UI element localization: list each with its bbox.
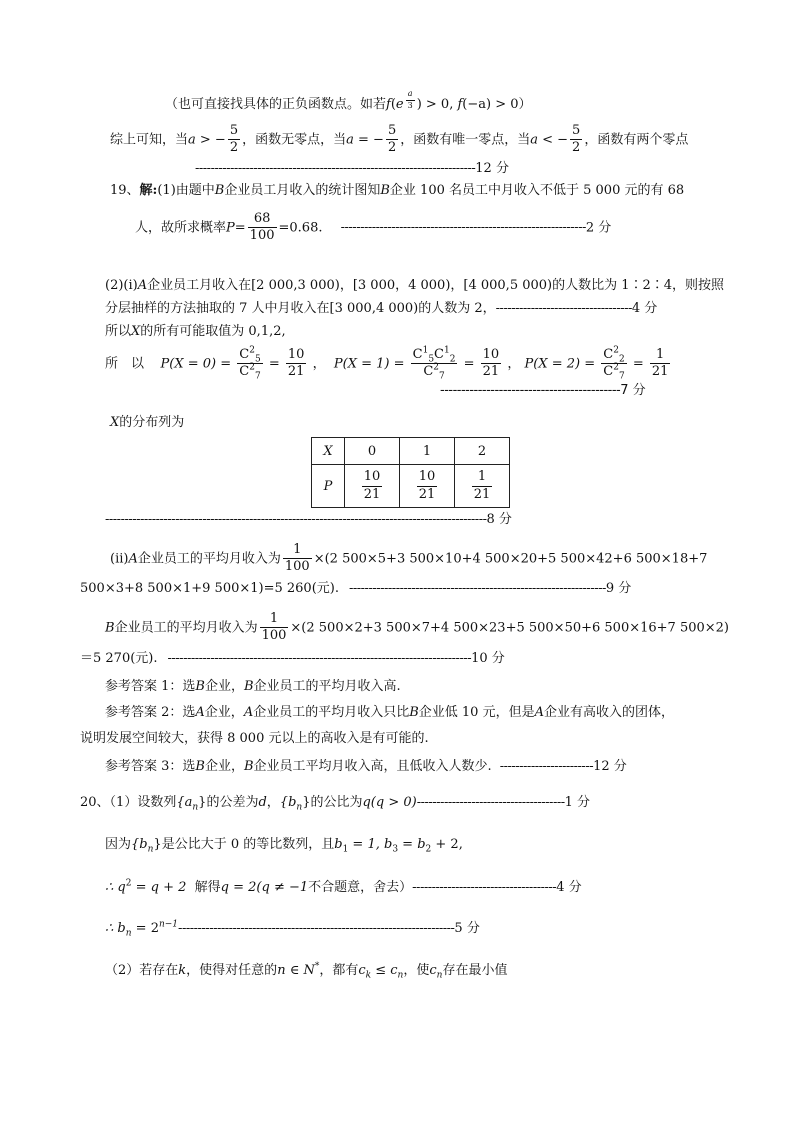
q20-line-1: 20、（1）设数列$\{a_n\}$的公差为d，$\{b_n\}$的公比为q(q > 0)--------------------------------------1 分	[80, 795, 591, 813]
fraction: $\frac{C^1_5C^1_2}{C^2_7}$	[412, 345, 456, 382]
score-line: -------------------------------------------7 分	[440, 383, 646, 398]
table-cell: P	[312, 465, 345, 508]
reference-answer-3: 参考答案 3：选B企业，B企业员工平均月收入高，且低收入人数少. ------------------------12 分	[105, 759, 627, 774]
conclusion-line: 综上可知，当a > − $\frac{5}{2}$ ，函数无零点，当a = − $\frac{5}{2}$ ，函数有唯一零点，当a < − $\frac{5}{2}$ ，函数有两个零点	[110, 123, 689, 156]
q20-line-5: （2）若存在k，使得对任意的n ∈ N*，都有$c_k \le c_n$，使$c_n$存在最小值	[105, 961, 508, 981]
q19-line-5: 所以X的所有可能取值为 0,1,2,	[105, 324, 286, 339]
reference-answer-2-cont: 说明发展空间较大，获得 8 000 元以上的高收入是有可能的.	[80, 731, 429, 746]
exponent: a 3	[407, 89, 413, 110]
q19-table-caption: X的分布列为	[110, 415, 185, 430]
table-header-cell: X	[312, 438, 345, 465]
table-row	[312, 438, 510, 465]
table-cell: $\frac{10}{21}$	[400, 465, 455, 508]
fraction: $\frac{10}{21}$	[482, 347, 500, 380]
table-cell: $\frac{10}{21}$	[345, 465, 400, 508]
q19-line-3: (2)(ⅰ)A企业员工月收入在[2 000,3 000)，[3 000，4 000)，[4 000,5 000)的人数比为 1∶2∶4，则按照	[105, 278, 725, 293]
fraction: $\frac{68}{100}$	[249, 211, 275, 244]
q19-line-10: (ⅱ)A企业员工的平均月收入为 $\frac{1}{100}$ ×(2 500×5+3 500×10+4 500×20+5 500×42+6 500×18+7	[110, 542, 708, 575]
table-row	[312, 465, 510, 508]
table-header-cell: 0	[345, 438, 400, 465]
fraction: $\frac{5}{2}$	[387, 123, 397, 156]
table-header-cell: 2	[455, 438, 510, 465]
q19-probabilities: 所 以 P(X = 0) = $\frac{C^2_5}{C^2_7}$ = $\frac{10}{21}$ ， P(X = 1) = $\frac{C^1_5C^1_2}{C^2_7}$ = $\frac{10}{21}$ ， P(X = 2) = $\frac{C^2_2}{C^2_7}$ = $\frac{1}{21}$	[105, 345, 669, 382]
table-header-cell: 1	[400, 438, 455, 465]
fraction: $\frac{5}{2}$	[572, 123, 581, 156]
fraction: $\frac{10}{21}$	[287, 347, 305, 380]
q19-line-11: 500×3+8 500×1+9 500×1)=5 260(元). ------------------------------------------------------------------9 分	[80, 581, 632, 596]
reference-answer-1: 参考答案 1：选B企业，B企业员工的平均月收入高.	[105, 679, 401, 694]
q19-line-4: 分层抽样的方法抽取的 7 人中月收入在[3 000,4 000)的人数为 2，-----------------------------------4 分	[105, 301, 658, 316]
fraction: $\frac{5}{2}$	[229, 123, 239, 156]
fraction: $\frac{1}{21}$	[651, 347, 669, 380]
score-line: --------------------------------------------------------------------------------------------------8 分	[105, 512, 512, 527]
q19-line-2: 人，故所求概率P= $\frac{68}{100}$ =0.68. ---------------------------------------------------------------2 分	[135, 211, 612, 244]
q19-line-12: B企业员工的平均月收入为 $\frac{1}{100}$ ×(2 500×2+3 500×7+4 500×23+5 500×50+6 500×16+7 500×2)	[105, 611, 729, 644]
table-cell: $\frac{1}{21}$	[455, 465, 510, 508]
q19-line-1: 19、解:(1)由题中B企业员工月收入的统计图知B企业 100 名员工中月收入不低于 5 000 元的有 68	[110, 183, 685, 198]
q20-line-4: ∴ $b_n = 2^{n-1}-----------------------------------------------------------------------5$ 分	[105, 919, 480, 939]
reference-answer-2: 参考答案 2：选A企业，A企业员工的平均月收入只比B企业低 10 元，但是A企业有高收入的团体，	[105, 705, 674, 720]
fraction: $\frac{C^2_5}{C^2_7}$	[239, 345, 261, 382]
q19-line-13: ＝5 270(元). ------------------------------------------------------------------------------10 分	[80, 651, 505, 666]
fraction: $\frac{1}{100}$	[284, 542, 310, 575]
q20-line-3: ∴ $q^2 = q + 2$ 解得q = 2(q ≠ −1不合题意，舍去）-------------------------------------4 分	[105, 878, 582, 895]
note-line: （也可直接找具体的正负函数点。如若f(e $^{\frac{a}{3}}$ ) > 0, f(−a) > 0）	[165, 89, 532, 113]
fraction: $\frac{C^2_2}{C^2_7}$	[603, 345, 625, 382]
distribution-table	[311, 437, 510, 508]
score-line: ------------------------------------------------------------------------12 分	[195, 161, 509, 176]
q20-line-2: 因为$\{b_n\}$是公比大于 0 的等比数列，且$b_1 = 1$, $b_3 = b_2 + 2$,	[105, 837, 463, 855]
fraction: $\frac{1}{100}$	[261, 611, 287, 644]
